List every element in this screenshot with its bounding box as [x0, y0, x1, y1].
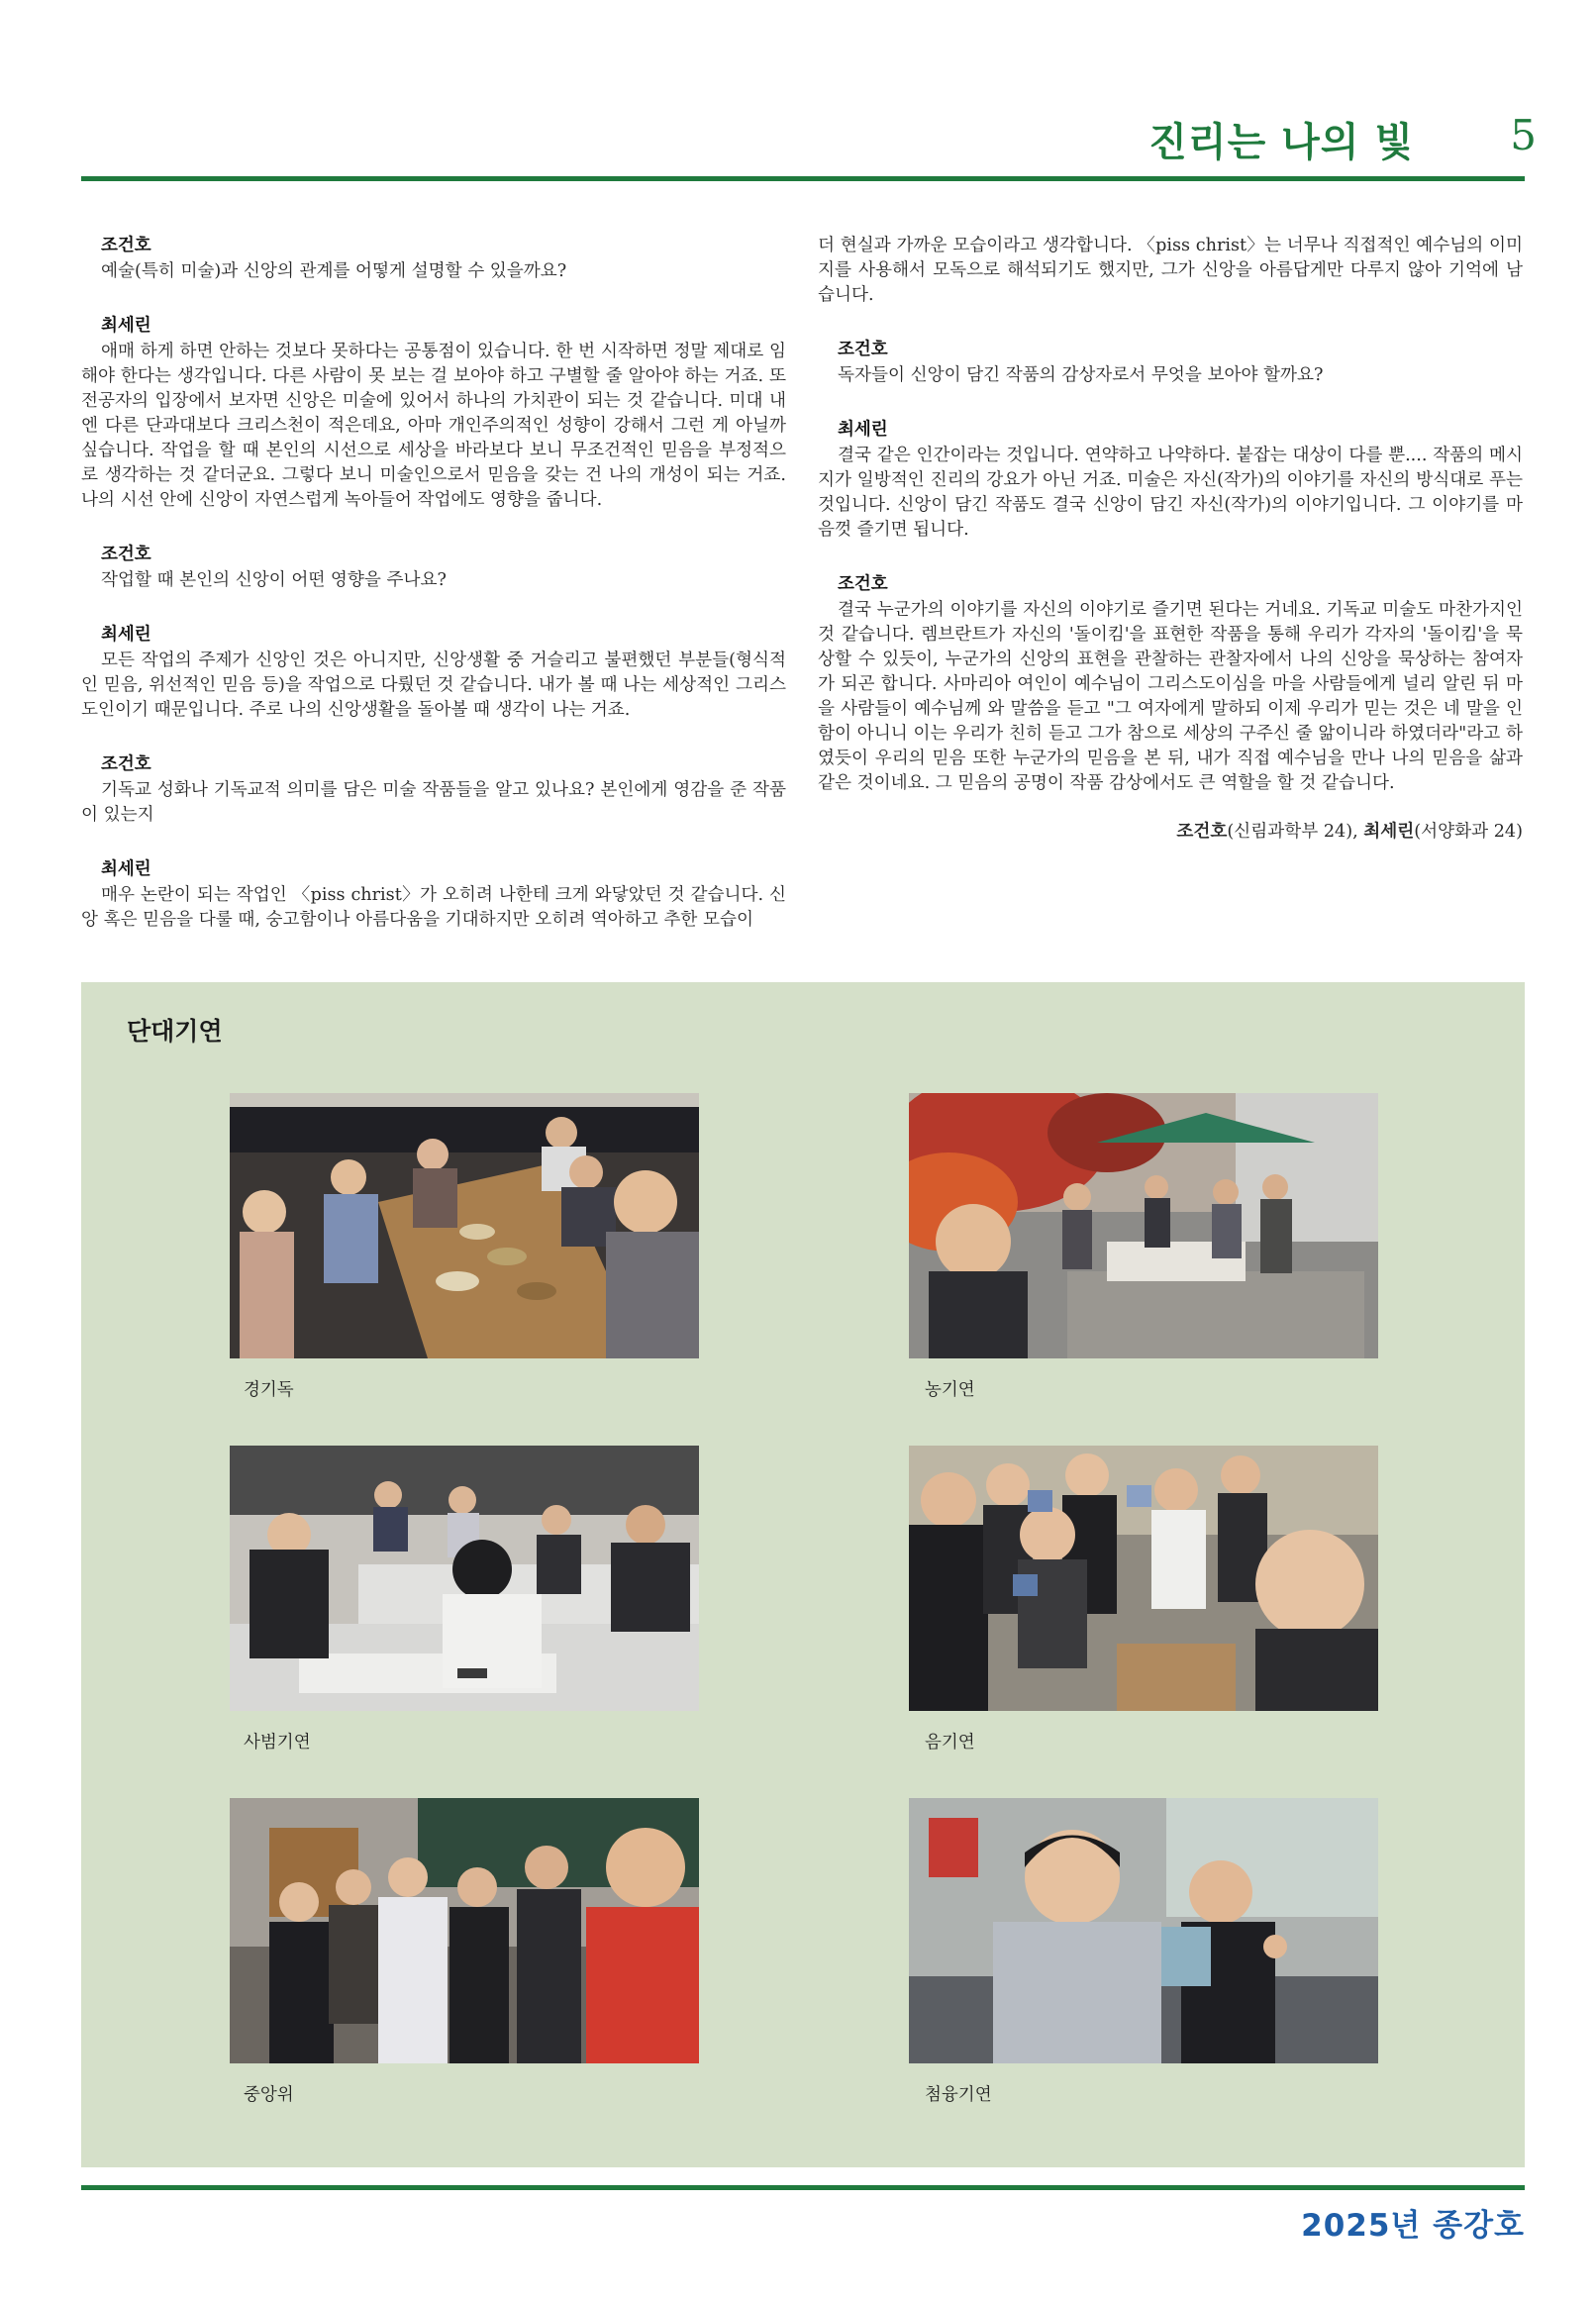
credit-name: 조건호	[1176, 822, 1228, 842]
photo-caption: 음기연	[925, 1733, 975, 1753]
photo-caption: 사범기연	[244, 1733, 311, 1753]
photo-caption: 경기독	[244, 1380, 294, 1400]
interview-block	[818, 572, 1523, 796]
interview-text: 애매 하게 하면 안하는 것보다 못하다는 공통점이 있습니다. 한 번 시작하면 정말 제대로 임해야 한다는 생각입니다. 다른 사람이 못 보는 걸 보아야 하고 구별할 줄 알아야 하는 거죠. 또 전공자의 입장에서 보자면 신앙은 미술에 있어서 하나의 가치관이 되는 것 같습니다. 미대 내엔 다른 단과대보다 크리스천이 적은데요, 아마 개인주의적인 성향이 강해서 그런 게 아닐까 싶습니다. 작업을 할 때 본인의 시선으로 세상을 바라보다 보니 무조건적인 믿음을 부정적으로 생각하는 것 같더군요. 그렇다 보니 미술인으로서 믿음을 갖는 건 나의 개성이 되는 거죠. 나의 시선 안에 신앙이 자연스럽게 녹아들어 작업에도 영향을 줍니다.	[81, 342, 786, 510]
top-divider	[81, 176, 1525, 181]
interview-text: 모든 작업의 주제가 신앙인 것은 아니지만, 신앙생활 중 거슬리고 불편했던 부분들(형식적인 믿음, 위선적인 믿음 등)을 작업으로 다뤘던 것 같습니다. 내가 볼 때 나는 세상적인 그리스도인이기 때문입니다. 주로 나의 신앙생활을 돌아볼 때 생각이 나는 거죠.	[81, 651, 786, 720]
photo-caption: 농기연	[925, 1380, 975, 1400]
gallery-photo	[230, 1093, 699, 1358]
speaker-name: 최세린	[101, 859, 151, 879]
continued-text: 더 현실과 가까운 모습이라고 생각합니다. 〈piss christ〉는 너무나 직접적인 예수님의 이미지를 사용해서 모독으로 해석되기도 했지만, 그가 신앙을 아름답게만 다루지 않아 기억에 남습니다.	[818, 236, 1523, 305]
gallery-panel	[81, 982, 1525, 2167]
interview-block	[81, 543, 786, 593]
gallery-title: 단대기연	[127, 1017, 223, 1046]
interview-text: 결국 같은 인간이라는 것입니다. 연약하고 나약하다. 붙잡는 대상이 다를 뿐.... 작품의 메시지가 일방적인 진리의 강요가 아닌 거죠. 미술은 자신(작가)의 이야기를 자신의 방식대로 푸는 것입니다. 신앙이 담긴 작품도 결국 신앙이 담긴 자신(작가)의 이야기입니다. 그 이야기를 마음껏 즐기면 됩니다.	[818, 446, 1523, 540]
gallery-photo	[909, 1798, 1378, 2063]
gallery-photo	[909, 1093, 1378, 1358]
interview-block	[81, 234, 786, 284]
speaker-name: 최세린	[101, 316, 151, 336]
interview-left-column	[81, 234, 786, 962]
gallery-photo	[909, 1446, 1378, 1711]
credit-affiliation: (신림과학부 24),	[1227, 822, 1358, 842]
interview-text: 매우 논란이 되는 작업인 〈piss christ〉가 오히려 나한테 크게 와닿았던 것 같습니다. 신앙 혹은 믿음을 다룰 때, 숭고함이나 아름다움을 기대하지만 오히려 역아하고 추한 모습이	[81, 885, 786, 930]
speaker-name: 최세린	[838, 420, 888, 440]
interview-block	[81, 752, 786, 828]
interview-block	[818, 418, 1523, 543]
speaker-name: 조건호	[101, 545, 151, 564]
interview-credit	[818, 820, 1523, 845]
interview-right-column	[818, 234, 1523, 845]
bottom-divider	[81, 2185, 1525, 2190]
speaker-name: 조건호	[838, 574, 888, 594]
gallery-photo	[230, 1446, 699, 1711]
interview-text: 독자들이 신앙이 담긴 작품의 감상자로서 무엇을 보아야 할까요?	[838, 365, 1324, 385]
speaker-name: 조건호	[101, 236, 151, 255]
issue-label: 2025년 종강호	[1301, 2208, 1525, 2244]
interview-text: 결국 누군가의 이야기를 자신의 이야기로 즐기면 된다는 거네요. 기독교 미술도 마찬가지인 것 같습니다. 렘브란트가 자신의 '돌이킴'을 표현한 작품을 통해 우리가 각자의 '돌이킴'을 묵상할 수 있듯이, 누군가의 신앙의 표현을 관찰하는 관찰자에서 나의 신앙을 묵상하는 참여자가 되곤 합니다. 사마리아 여인이 예수님이 그리스도이심을 마을 사람들에게 널리 알린 뒤 마을 사람들이 예수님께 와 말씀을 듣고 "그 여자에게 말하되 이제 우리가 믿는 것은 네 말을 인함이 아니니 이는 우리가 친히 듣고 그가 참으로 세상의 구주신 줄 앎이니라 하였더라"라고 하였듯이 우리의 믿음 또한 누군가의 믿음을 본 뒤, 내가 직접 예수님을 만나 나의 믿음을 삶과 같은 것이네요. 그 믿음의 공명이 작품 감상에서도 큰 역할을 할 것 같습니다.	[818, 600, 1523, 793]
speaker-name: 조건호	[838, 340, 888, 359]
credit-affiliation: (서양화과 24)	[1414, 822, 1523, 842]
credit-name: 최세린	[1363, 822, 1415, 842]
speaker-name: 최세린	[101, 625, 151, 645]
speaker-name: 조건호	[101, 754, 151, 774]
page-number: 5	[1510, 111, 1537, 159]
photo-caption: 첨융기연	[925, 2085, 992, 2105]
gallery-photo	[230, 1798, 699, 2063]
photo-caption: 중앙위	[244, 2085, 294, 2105]
interview-block	[81, 623, 786, 723]
interview-text: 예술(특히 미술)과 신앙의 관계를 어떻게 설명할 수 있을까요?	[101, 261, 567, 281]
section-title: 진리는 나의 빛	[1148, 120, 1414, 165]
interview-text: 기독교 성화나 기독교적 의미를 담은 미술 작품들을 알고 있나요? 본인에게 영감을 준 작품이 있는지	[81, 780, 786, 825]
interview-block	[81, 857, 786, 933]
interview-text: 작업할 때 본인의 신앙이 어떤 영향을 주나요?	[101, 570, 447, 590]
interview-block	[818, 338, 1523, 388]
interview-block	[81, 314, 786, 513]
